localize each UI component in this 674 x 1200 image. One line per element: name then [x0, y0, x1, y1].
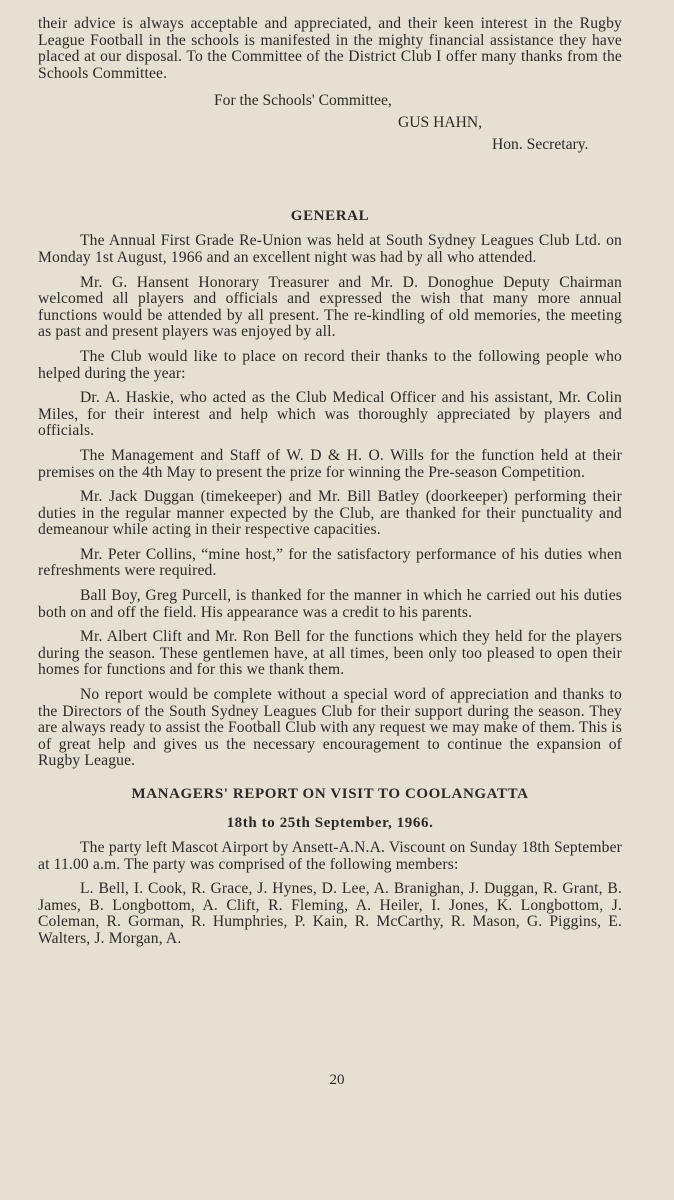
general-paragraph: Mr. Albert Clift and Mr. Ron Bell for the functions which they held for the players during the season. These gentlemen have, at all times, been only too pleased to open their homes for functions and for this we thank them.	[38, 628, 622, 679]
general-heading: GENERAL	[290, 208, 370, 225]
managers-member-list: L. Bell, I. Cook, R. Grace, J. Hynes, D. Lee, A. Branighan, J. Duggan, R. Grant, B. James, B. Longbottom, A. Clift, R. Fleming, A. Heiler, I. Jones, K. Longbottom, J. Coleman, R. Gorman, R. Humphries, P. Kain, R. McCarthy, R. Mason, G. Piggins, E. Walters, J. Morgan, A.	[38, 880, 622, 947]
intro-paragraph: their advice is always acceptable and appreciated, and their keen interest in the Rugby League Football in the schools is manifested in the mighty financial assistance they have placed at our disposal. To the Committee of the District Club I offer many thanks from the Schools Committee.	[38, 15, 622, 82]
general-paragraph: Dr. A. Haskie, who acted as the Club Medical Officer and his assistant, Mr. Colin Miles, for their interest and help which was thoroughly appreciated by players and officials.	[38, 389, 622, 440]
general-paragraph: The Club would like to place on record their thanks to the following people who helped during the year:	[38, 347, 622, 382]
signature-line-name: GUS HAHN,	[398, 114, 483, 132]
general-paragraph: Mr. Jack Duggan (timekeeper) and Mr. Bill Batley (doorkeeper) performing their duties in the regular manner expected by the Club, are thanked for their punctuality and demeanour while acting in their respective capacities.	[38, 488, 622, 539]
managers-paragraph: The party left Mascot Airport by Ansett-A.N.A. Viscount on Sunday 18th September at 11.00 a.m. The party was comprised of the following members:	[38, 839, 622, 873]
signature-line-title: Hon. Secretary.	[492, 136, 589, 154]
general-paragraph: Mr. G. Hansent Honorary Treasurer and Mr. D. Donoghue Deputy Chairman welcomed all players and officials and expressed the wish that many more annual functions would be attended by all present. The re-kindling of old memories, the meeting as past and present players was enjoyed by all.	[38, 273, 622, 341]
managers-report-dates: 18th to 25th September, 1966.	[226, 815, 434, 831]
general-paragraph: The Annual First Grade Re-Union was held at South Sydney Leagues Club Ltd. on Monday 1st August, 1966 and an excellent night was had by all who attended.	[38, 232, 622, 266]
general-paragraph: The Management and Staff of W. D & H. O. Wills for the function held at their premises on the 4th May to present the prize for winning the Pre-season Competition.	[38, 446, 622, 481]
page-number: 20	[329, 1072, 345, 1088]
general-paragraph: No report would be complete without a special word of appreciation and thanks to the Directors of the South Sydney Leagues Club for their support during the season. They are always ready to assist the Football Club with any request we may make of them. This is of great help and gives us the necessary encouragement to continue the expansion of Rugby League.	[38, 686, 622, 770]
general-paragraph: Mr. Peter Collins, “mine host,” for the satisfactory performance of his duties when refreshments were required.	[38, 545, 622, 580]
managers-report-heading: MANAGERS' REPORT ON VISIT TO COOLANGATTA	[131, 786, 529, 802]
signature-line-committee: For the Schools' Committee,	[214, 92, 392, 110]
signature-block	[38, 90, 622, 156]
general-paragraph: Ball Boy, Greg Purcell, is thanked for the manner in which he carried out his duties both on and off the field. His appearance was a credit to his parents.	[38, 587, 622, 621]
